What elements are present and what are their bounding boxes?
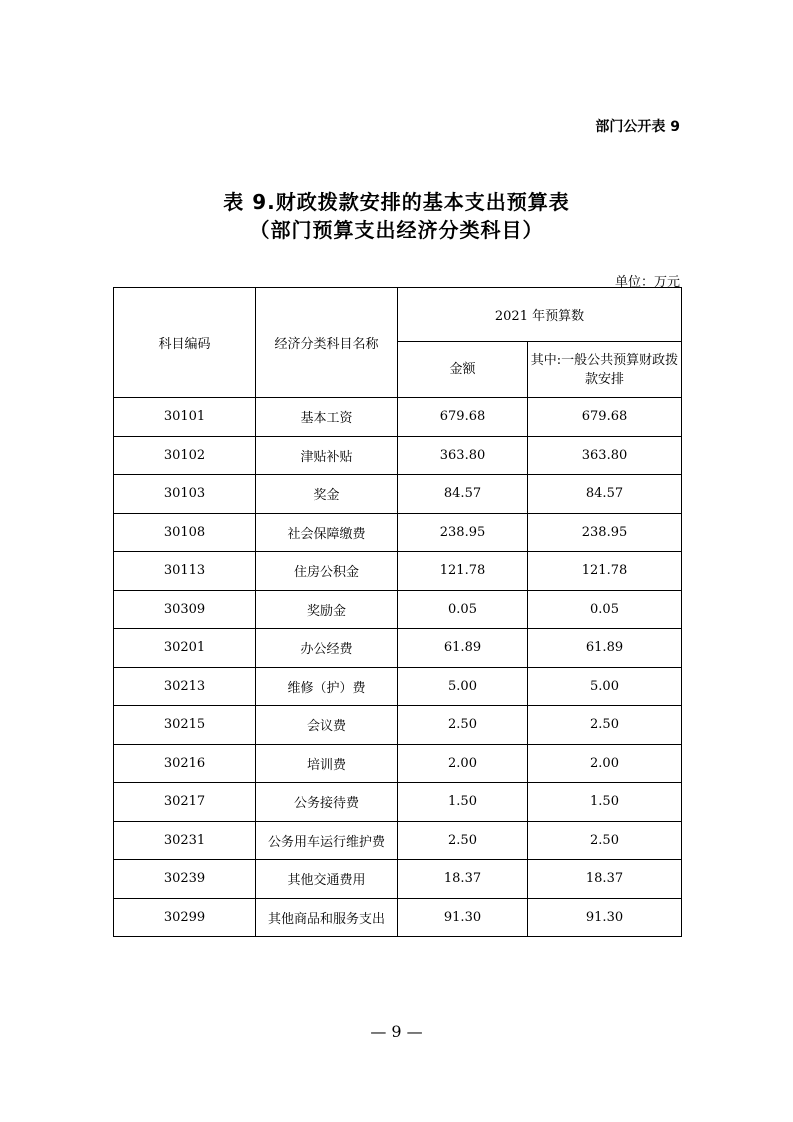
cell-general: 2.50 bbox=[528, 706, 682, 745]
cell-amount: 238.95 bbox=[398, 513, 528, 552]
document-label: 部门公开表 9 bbox=[595, 119, 680, 135]
page-title: 表 9.财政拨款安排的基本支出预算表 bbox=[223, 190, 570, 214]
cell-general: 5.00 bbox=[528, 667, 682, 706]
cell-name: 住房公积金 bbox=[256, 552, 398, 591]
cell-name: 津贴补贴 bbox=[256, 436, 398, 475]
cell-amount: 5.00 bbox=[398, 667, 528, 706]
cell-general: 2.00 bbox=[528, 744, 682, 783]
cell-code: 30101 bbox=[114, 398, 256, 437]
cell-code: 30309 bbox=[114, 590, 256, 629]
cell-name: 办公经费 bbox=[256, 629, 398, 668]
cell-name: 其他交通费用 bbox=[256, 860, 398, 899]
cell-general: 238.95 bbox=[528, 513, 682, 552]
table-row bbox=[114, 590, 682, 629]
header-amount: 金额 bbox=[398, 342, 528, 398]
cell-general: 679.68 bbox=[528, 398, 682, 437]
cell-general: 61.89 bbox=[528, 629, 682, 668]
cell-name: 会议费 bbox=[256, 706, 398, 745]
cell-code: 30215 bbox=[114, 706, 256, 745]
cell-general: 18.37 bbox=[528, 860, 682, 899]
table-row bbox=[114, 629, 682, 668]
cell-name: 培训费 bbox=[256, 744, 398, 783]
cell-code: 30103 bbox=[114, 475, 256, 514]
cell-code: 30217 bbox=[114, 783, 256, 822]
cell-code: 30113 bbox=[114, 552, 256, 591]
cell-general: 1.50 bbox=[528, 783, 682, 822]
cell-amount: 84.57 bbox=[398, 475, 528, 514]
cell-amount: 1.50 bbox=[398, 783, 528, 822]
cell-general: 91.30 bbox=[528, 898, 682, 937]
cell-name: 维修（护）费 bbox=[256, 667, 398, 706]
cell-name: 奖金 bbox=[256, 475, 398, 514]
cell-amount: 2.00 bbox=[398, 744, 528, 783]
table-body bbox=[114, 398, 682, 937]
cell-code: 30102 bbox=[114, 436, 256, 475]
table-row bbox=[114, 744, 682, 783]
table-row bbox=[114, 898, 682, 937]
cell-amount: 91.30 bbox=[398, 898, 528, 937]
header-name: 经济分类科目名称 bbox=[256, 288, 398, 398]
cell-name: 公务用车运行维护费 bbox=[256, 821, 398, 860]
table-row bbox=[114, 513, 682, 552]
budget-table bbox=[113, 287, 682, 937]
cell-amount: 2.50 bbox=[398, 706, 528, 745]
table-row bbox=[114, 552, 682, 591]
cell-amount: 2.50 bbox=[398, 821, 528, 860]
header-budget-group: 2021 年预算数 bbox=[398, 288, 682, 342]
cell-amount: 363.80 bbox=[398, 436, 528, 475]
cell-name: 公务接待费 bbox=[256, 783, 398, 822]
cell-code: 30201 bbox=[114, 629, 256, 668]
header-general-budget: 其中:一般公共预算财政拨款安排 bbox=[528, 342, 682, 398]
cell-general: 363.80 bbox=[528, 436, 682, 475]
cell-amount: 61.89 bbox=[398, 629, 528, 668]
header-code: 科目编码 bbox=[114, 288, 256, 398]
page-number: — 9 — bbox=[370, 1022, 423, 1041]
table-row bbox=[114, 398, 682, 437]
page-subtitle: （部门预算支出经济分类科目） bbox=[249, 218, 544, 242]
table-row bbox=[114, 860, 682, 899]
cell-name: 社会保障缴费 bbox=[256, 513, 398, 552]
cell-amount: 0.05 bbox=[398, 590, 528, 629]
cell-name: 奖励金 bbox=[256, 590, 398, 629]
cell-code: 30231 bbox=[114, 821, 256, 860]
table-row bbox=[114, 821, 682, 860]
cell-amount: 121.78 bbox=[398, 552, 528, 591]
cell-general: 121.78 bbox=[528, 552, 682, 591]
cell-amount: 18.37 bbox=[398, 860, 528, 899]
cell-code: 30213 bbox=[114, 667, 256, 706]
cell-general: 0.05 bbox=[528, 590, 682, 629]
cell-general: 84.57 bbox=[528, 475, 682, 514]
cell-general: 2.50 bbox=[528, 821, 682, 860]
cell-code: 30239 bbox=[114, 860, 256, 899]
table-row bbox=[114, 667, 682, 706]
unit-label: 单位：万元 bbox=[614, 275, 680, 290]
cell-name: 基本工资 bbox=[256, 398, 398, 437]
cell-code: 30108 bbox=[114, 513, 256, 552]
cell-code: 30216 bbox=[114, 744, 256, 783]
table-row bbox=[114, 783, 682, 822]
cell-code: 30299 bbox=[114, 898, 256, 937]
table-row bbox=[114, 436, 682, 475]
cell-name: 其他商品和服务支出 bbox=[256, 898, 398, 937]
table-row bbox=[114, 475, 682, 514]
cell-amount: 679.68 bbox=[398, 398, 528, 437]
table-row bbox=[114, 706, 682, 745]
